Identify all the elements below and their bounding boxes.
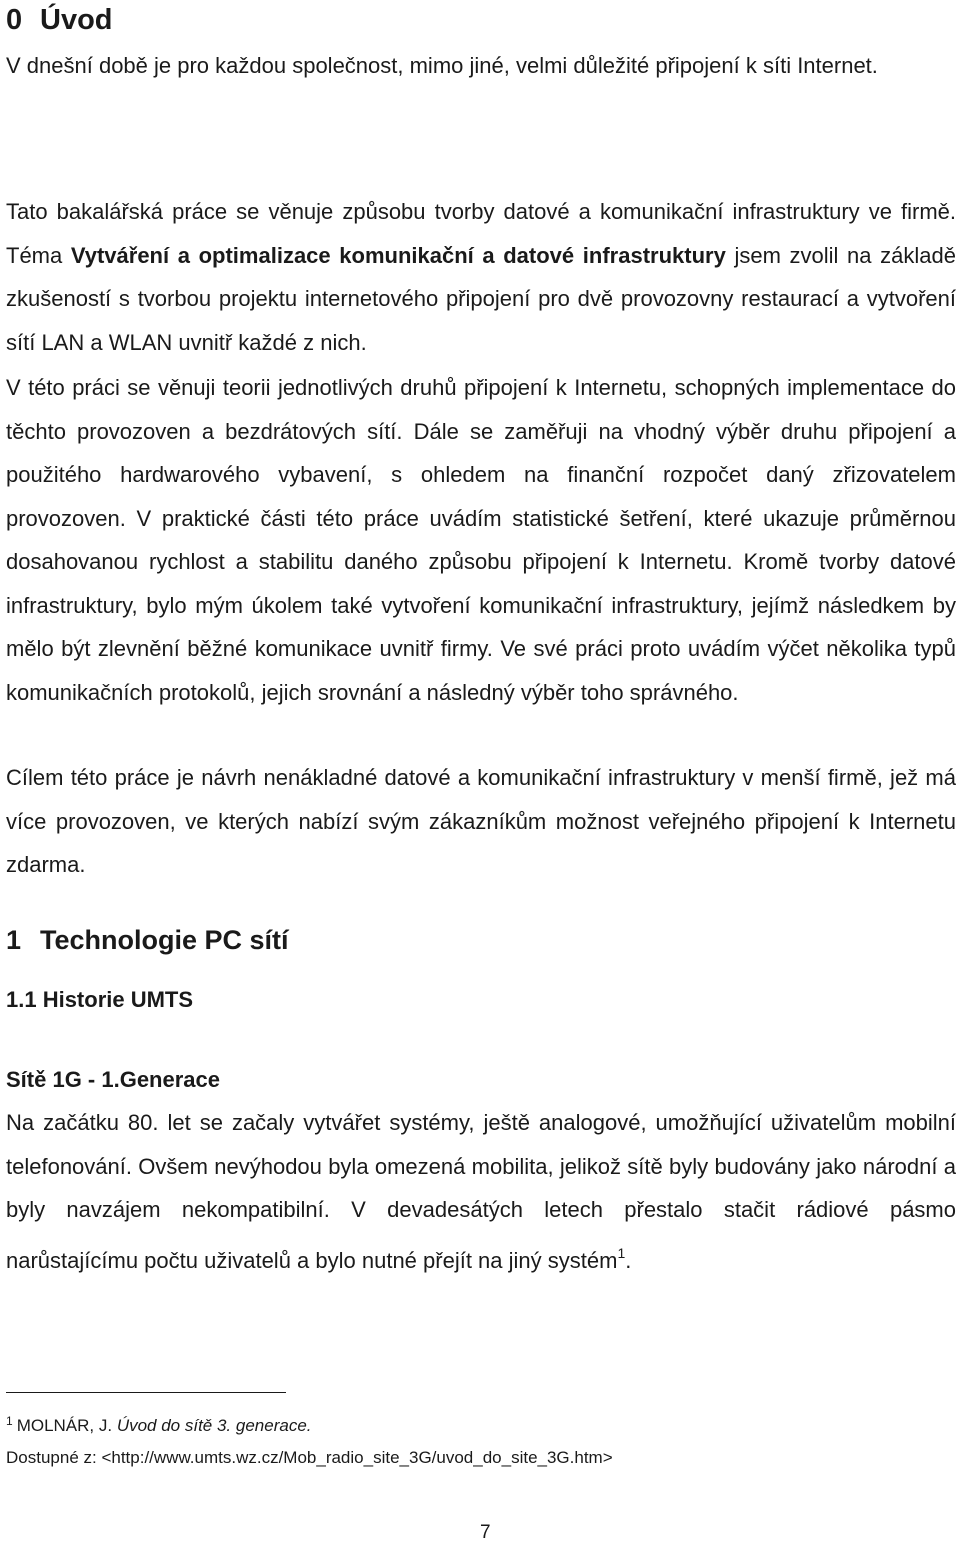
chapter-title: Úvod [40, 4, 113, 36]
gen1-text: Na začátku 80. let se začaly vytvářet systémy, ještě analogové, umožňující uživatelům mobilní telefonování. Ovšem nevýhodou byla omezená mobilita, jelikož sítě byly budovány jako národní a byly navzájem nekompatibilní. V devadesátých letech přestalo stačit rádiové pásmo narůstajícímu počtu uživatelů a bylo nutné přejít na jiný systém [6, 1110, 956, 1273]
section-heading-historie-umts: 1.1 Historie UMTS [6, 987, 194, 1012]
chapter-title: Technologie PC sítí [40, 925, 289, 955]
intro-paragraph-3: V této práci se věnuji teorii jednotlivých druhů připojení k Internetu, schopných implementace do těchto provozoven a bezdrátových sítí. Dále se zaměřuji na vhodný výběr druhu připojení a použitého hardwarového vybavení, s ohledem na finanční rozpočet daný zřizovatelem provozoven. V praktické části této práce uvádím statistické šetření, které ukazuje průměrnou dosahovanou rychlost a stabilitu daného způsobu připojení k Internetu. Kromě tvorby datové infrastruktury, bylo mým úkolem také vytvoření komunikační infrastruktury, jejímž následkem by mělo být zlevnění běžné komunikace uvnitř firmy. Ve své práci proto uvádím výčet několika typů komunikačních protokolů, jejich srovnání a následný výběr toho správného. [6, 375, 956, 705]
chapter-heading-uvod [6, 3, 113, 37]
footnote-url[interactable]: Dostupné z: <http://www.umts.wz.cz/Mob_radio_site_3G/uvod_do_site_3G.htm> [6, 1448, 613, 1467]
intro-p2-start: Tato bakalářská práce se věnuje způsobu tvorby datové a komunikační infrastruktury ve firmě. Téma [6, 199, 956, 268]
page-number: 7 [480, 1522, 491, 1543]
chapter-heading-technologie [6, 923, 289, 957]
gen1-end: . [625, 1247, 632, 1273]
footnote-author: MOLNÁR, J. [16, 1416, 117, 1435]
gen1-paragraph [6, 1101, 956, 1282]
footnote-ref[interactable]: 1 [617, 1244, 626, 1261]
chapter-number: 1 [6, 925, 22, 955]
footnote-number: 1 [6, 1414, 13, 1428]
footnote-1 [6, 1410, 312, 1437]
intro-paragraph-1: V dnešní době je pro každou společnost, mimo jiné, velmi důležité připojení k síti Internet. [6, 53, 878, 78]
subsection-heading-1g: Sítě 1G - 1.Generace [6, 1067, 220, 1092]
footnote-divider [6, 1392, 286, 1393]
intro-p2-end: jsem zvolil na základě zkušeností s tvorbou projektu internetového připojení pro dvě provozovny restaurací a vytvoření sítí LAN a WLAN uvnitř každé z nich. [6, 242, 956, 355]
intro-paragraph-4: Cílem této práce je návrh nenákladné datové a komunikační infrastruktury v menší firmě, jež má více provozoven, ve kterých nabízí svým zákazníkům možnost veřejného připojení k Internetu zdarma. [6, 765, 956, 877]
chapter-number: 0 [6, 4, 23, 36]
intro-paragraph-2 [6, 190, 956, 364]
footnote-title: Úvod do sítě 3. generace. [116, 1416, 312, 1435]
thesis-topic-bold: Vytváření a optimalizace komunikační a datové infrastruktury [70, 242, 726, 268]
